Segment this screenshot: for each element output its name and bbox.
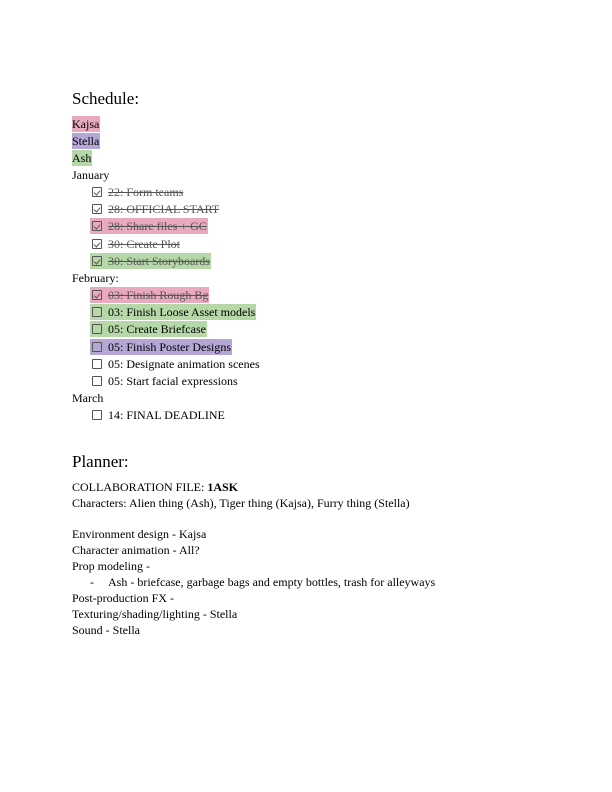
checklist-item-text: 05: Create Briefcase (108, 322, 206, 337)
role-line: Environment design - Kajsa (72, 527, 207, 541)
planner-section (72, 479, 435, 638)
checklist-item-highlight (90, 287, 209, 303)
checkbox-checked-icon[interactable] (92, 256, 102, 266)
checklist-item (72, 373, 261, 390)
checklist-item (72, 407, 261, 424)
checklist-item (72, 253, 261, 270)
month-label: March (72, 391, 104, 406)
legend-line (72, 150, 261, 167)
checklist-item-text: 22: Form teams (108, 185, 184, 199)
prop-sub-text: Ash - briefcase, garbage bags and empty bottles, trash for alleyways (108, 575, 436, 589)
checkbox-checked-icon[interactable] (92, 187, 102, 197)
legend-stella: Stella (72, 134, 100, 148)
checklist-item (72, 218, 261, 235)
characters-line: Characters: Alien thing (Ash), Tiger thing (Kajsa), Furry thing (Stella) (72, 496, 410, 510)
checklist-item (72, 201, 261, 218)
checklist-item-text: 28: Share files + GC (108, 219, 207, 234)
role-line: Prop modeling - (72, 559, 150, 573)
checkbox-checked-icon[interactable] (92, 204, 102, 214)
checklist-item-text: 03: Finish Rough Bg (108, 287, 209, 302)
checklist-item-highlight (90, 356, 261, 372)
checklist-item-highlight (90, 253, 211, 269)
checklist-item-text: 14: FINAL DEADLINE (108, 408, 225, 423)
collaboration-file (72, 479, 435, 495)
checkbox-checked-icon[interactable] (92, 221, 102, 231)
checklist-item-text: 05: Designate animation scenes (108, 356, 260, 371)
checklist-item-highlight (90, 218, 208, 234)
legend-line (72, 133, 261, 150)
checklist-item-highlight (90, 304, 256, 320)
checklist-item-highlight (90, 201, 220, 217)
checklist-item-text: 30: Create Plot (108, 236, 180, 251)
month-label: February: (72, 270, 119, 285)
checklist-item (72, 304, 261, 321)
checklist-item-text: 28: OFFICIAL START (108, 202, 220, 217)
checklist-item (72, 339, 261, 356)
checklist-item-highlight (90, 236, 181, 252)
checklist-item (72, 287, 261, 304)
checkbox-checked-icon[interactable] (92, 239, 102, 249)
checkbox-checked-icon[interactable] (92, 290, 102, 300)
schedule-heading: Schedule: (72, 89, 140, 108)
schedule-section (72, 116, 261, 424)
checkbox-icon[interactable] (92, 410, 102, 420)
checklist-item-text: 03: Finish Loose Asset models (108, 305, 256, 320)
checkbox-icon[interactable] (92, 376, 102, 386)
checklist-item-highlight (90, 407, 226, 423)
checklist-item-highlight (90, 321, 207, 337)
planner-heading: Planner: (72, 452, 129, 471)
collab-label: COLLABORATION FILE: (72, 480, 208, 494)
role-line: Sound - Stella (72, 623, 140, 637)
checklist-item (72, 321, 261, 338)
checklist-item-highlight (90, 339, 232, 355)
legend-ash: Ash (72, 151, 92, 165)
checklist-item (72, 184, 261, 201)
checklist-item-highlight (90, 184, 184, 200)
collab-value: 1ASK (207, 480, 239, 494)
role-line: Post-production FX - (72, 591, 174, 605)
legend-kajsa: Kajsa (72, 117, 100, 131)
month-label: January (72, 168, 110, 182)
checkbox-icon[interactable] (92, 342, 102, 352)
checklist-item (72, 236, 261, 253)
checklist-item-text: 05: Finish Poster Designs (108, 339, 232, 354)
dash-bullet: - (90, 575, 94, 589)
checklist-item-text: 05: Start facial expressions (108, 373, 238, 388)
checkbox-icon[interactable] (92, 307, 102, 317)
role-line: Character animation - All? (72, 543, 200, 557)
prop-sub-item (72, 574, 435, 590)
checkbox-icon[interactable] (92, 359, 102, 369)
checkbox-icon[interactable] (92, 324, 102, 334)
checklist-item-highlight (90, 373, 239, 389)
checklist-item (72, 356, 261, 373)
role-line: Texturing/shading/lighting - Stella (72, 607, 238, 621)
legend-line (72, 116, 261, 133)
checklist-item-text: 30: Start Storyboards (108, 253, 210, 268)
